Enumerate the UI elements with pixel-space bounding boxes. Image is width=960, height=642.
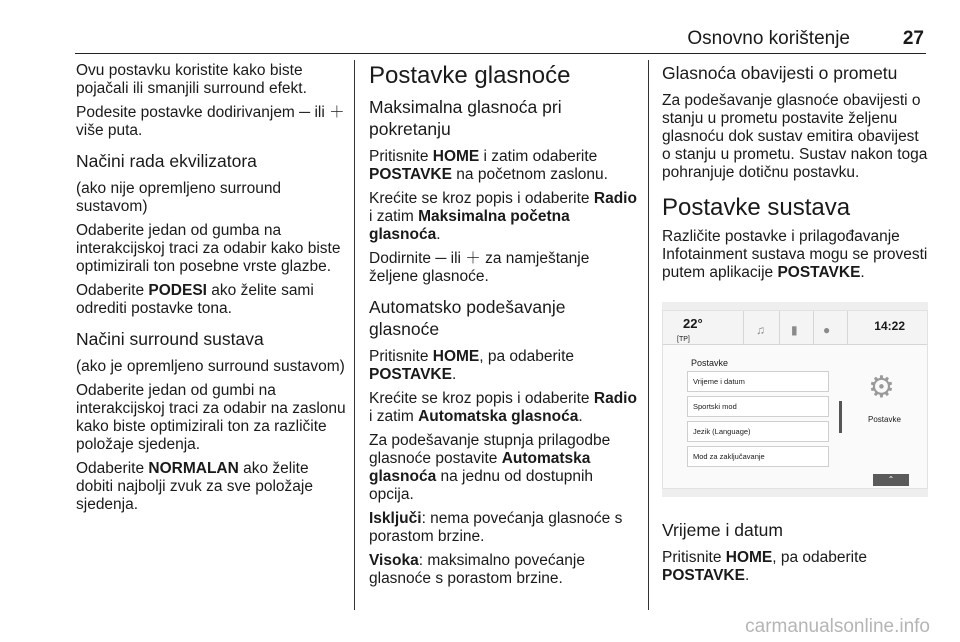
paragraph: Ovu postavku koristite kako biste pojačali ili smanjili surround efekt. [76, 62, 307, 97]
paragraph: Podesite postavke dodirivanjem ─ ili ＋ više puta. [76, 104, 345, 139]
paragraph: Odaberite jedan od gumbi na interakcijskoj traci za odabir na zaslonu kako biste optimizirali ton za različite položaje sjedenja. [76, 382, 346, 453]
paragraph: Odaberite jedan od gumba na interakcijskoj traci za odabir kako biste optimizirali ton posebne vrste glazbe. [76, 222, 341, 275]
paragraph: Odaberite PODESI ako želite sami odrediti postavke tona. [76, 282, 314, 317]
paragraph: Različite postavke i prilagođavanje Infotainment sustava mogu se provesti putem aplikacije POSTAVKE. [662, 228, 928, 281]
heading-surround: Načini surround sustava [76, 329, 264, 349]
paragraph: Pritisnite HOME i zatim odaberite POSTAVKE na početnom zaslonu. [369, 148, 608, 183]
settings-app-label: Postavke [868, 415, 901, 424]
heading-auto-volume: Automatsko podešavanje glasnoće [369, 297, 566, 339]
heading-equalizer: Načini rada ekvilizatora [76, 151, 257, 171]
scrollbar[interactable] [839, 401, 842, 433]
heading-time-date: Vrijeme i datum [662, 520, 783, 540]
infotainment-screenshot [662, 302, 928, 497]
section-title-volume: Postavke glasnoće [369, 62, 571, 89]
menu-item-language[interactable]: Jezik (Language) [687, 421, 829, 442]
menu-item-sport-mode[interactable]: Sportski mod [687, 396, 829, 417]
paragraph: Krećite se kroz popis i odaberite Radio i zatim Maksimalna početna glasnoća. [369, 190, 637, 243]
column-right [662, 62, 930, 591]
page-number: 27 [902, 28, 924, 49]
phone-icon: ▮ [791, 323, 798, 337]
paragraph: Pritisnite HOME, pa odaberite POSTAVKE. [662, 549, 868, 584]
paragraph: Za podešavanje stupnja prilagodbe glasnoće postavite Automatska glasnoća na jednu od dostupnih opcija. [369, 432, 611, 503]
section-title-system: Postavke sustava [662, 194, 851, 221]
temperature-display: 22° [683, 316, 703, 331]
column-divider [354, 60, 355, 610]
heading-traffic-volume: Glasnoća obavijesti o prometu [662, 63, 898, 83]
chevron-up-button[interactable]: ⌃ [873, 474, 909, 486]
paragraph: Krećite se kroz popis i odaberite Radio i zatim Automatska glasnoća. [369, 390, 637, 425]
paragraph: Isključi: nema povećanja glasnoće s porastom brzine. [369, 510, 623, 545]
screen-top-bar [663, 311, 927, 345]
paragraph: (ako je opremljeno surround sustavom) [76, 358, 345, 375]
paragraph: Visoka: maksimalno povećanje glasnoće s porastom brzine. [369, 552, 585, 587]
column-left [76, 62, 348, 520]
column-divider [648, 60, 649, 610]
paragraph: Pritisnite HOME, pa odaberite POSTAVKE. [369, 348, 575, 383]
watermark: carmanualsonline.info [745, 616, 930, 637]
column-middle [369, 62, 637, 594]
paragraph: (ako nije opremljeno surround sustavom) [76, 180, 282, 215]
menu-item-lock-mode[interactable]: Mod za zaključavanje [687, 446, 829, 467]
page-header [75, 28, 926, 54]
gear-icon: ⚙ [868, 371, 895, 404]
music-note-icon: ♫ [756, 323, 765, 337]
clock-display: 14:22 [874, 319, 905, 333]
screen-title: Postavke [691, 358, 729, 368]
chapter-title: Osnovno korištenje [687, 28, 850, 49]
paragraph: Odaberite NORMALAN ako želite dobiti najbolji zvuk za sve položaje sjedenja. [76, 460, 313, 513]
paragraph: Dodirnite ─ ili ＋ za namještanje željene glasnoće. [369, 250, 590, 285]
heading-max-volume: Maksimalna glasnoća pri pokretanju [369, 97, 562, 139]
tp-indicator: [TP] [677, 336, 690, 343]
navigation-icon: ● [823, 323, 831, 337]
menu-item-time-date[interactable]: Vrijeme i datum [687, 371, 829, 392]
paragraph: Za podešavanje glasnoće obavijesti o stanju u prometu postavite željenu glasnoću dok sustav emitira obavijest o stanju u prometu. Sustav nakon toga pohranjuje dotičnu postavku. [662, 92, 928, 181]
